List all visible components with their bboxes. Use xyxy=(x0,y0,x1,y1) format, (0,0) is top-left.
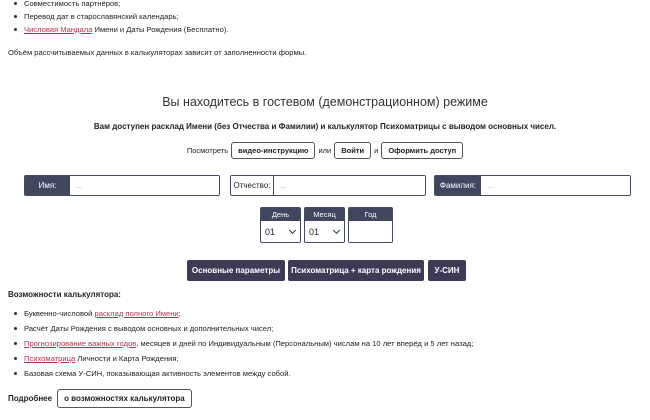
list-item xyxy=(8,23,628,36)
name-label: Имя: xyxy=(25,176,70,195)
list-item-text: ; xyxy=(178,309,181,318)
bullet-icon xyxy=(14,312,17,315)
bullet-icon xyxy=(14,327,17,330)
list-item-text: Совместимость партнёров; xyxy=(24,0,121,8)
psychomatrix-button[interactable]: Психоматрица + карта рождения xyxy=(288,260,424,281)
list-item xyxy=(8,10,628,23)
watch-label: Посмотреть xyxy=(186,146,229,155)
full-name-layout-link[interactable]: расклад полного Имени xyxy=(94,309,179,318)
bullet-icon xyxy=(14,15,17,18)
guest-mode-title: Вы находитесь в гостевом (демонстрационном) режиме xyxy=(162,95,488,109)
bullet-icon xyxy=(14,357,17,360)
usin-button[interactable]: У-СИН xyxy=(428,260,466,281)
day-select[interactable] xyxy=(261,221,300,243)
name-field xyxy=(24,175,220,196)
list-item xyxy=(8,336,638,351)
bullet-icon xyxy=(14,342,17,345)
more-label: Подробнее xyxy=(8,394,53,403)
patronymic-field xyxy=(230,175,426,196)
list-item xyxy=(8,321,638,336)
list-item xyxy=(8,306,638,321)
chevron-down-icon xyxy=(289,227,296,234)
list-item-text: Базовая схема У-СИН, показывающая активность элементов между собой. xyxy=(24,369,291,378)
list-item xyxy=(8,351,638,366)
list-item-text: Личности и Карта Рождения; xyxy=(75,354,179,363)
day-select-group xyxy=(260,207,301,243)
year-input-group xyxy=(348,207,393,243)
features-title: Возможности калькулятора: xyxy=(8,290,121,299)
day-label: День xyxy=(261,208,300,221)
year-label: Год xyxy=(349,208,392,221)
bullet-icon xyxy=(14,372,17,375)
bullet-icon xyxy=(14,2,17,5)
or-label: или xyxy=(318,146,332,155)
and-label: и xyxy=(374,146,379,155)
list-item-text: Буквенно-числовой xyxy=(24,309,95,318)
day-value: 01 xyxy=(265,227,276,237)
calculator-features-button[interactable]: о возможностях калькулятора xyxy=(57,389,192,408)
list-item-text: Расчёт Даты Рождения с выводом основных и дополнительных чисел; xyxy=(24,324,274,333)
more-info-row xyxy=(8,389,192,408)
surname-field xyxy=(434,175,631,196)
patronymic-label: Отчество: xyxy=(231,176,274,195)
features-list xyxy=(8,306,638,381)
numeric-mandala-link[interactable]: Числовая Мандала xyxy=(24,25,93,34)
login-button[interactable]: Войти xyxy=(334,142,371,159)
month-select[interactable] xyxy=(305,221,344,243)
get-access-button[interactable]: Оформить доступ xyxy=(381,142,463,159)
patronymic-input[interactable]: ... xyxy=(274,176,425,195)
list-item xyxy=(8,0,628,10)
month-select-group xyxy=(304,207,345,243)
list-item xyxy=(8,366,638,381)
name-input[interactable]: ... xyxy=(70,176,219,195)
guest-actions-row xyxy=(0,142,650,159)
basic-params-button[interactable]: Основные параметры xyxy=(187,260,285,281)
surname-input[interactable]: ... xyxy=(481,176,630,195)
bullet-icon xyxy=(14,28,17,31)
list-item-text: , месяцев и дней по Индивидуальным (Персональным) числам на 10 лет вперёд и 5 лет назад; xyxy=(136,339,474,348)
year-input[interactable] xyxy=(349,221,392,243)
chevron-down-icon xyxy=(333,227,340,234)
intro-text: Объём рассчитываемых данных в калькуляторах зависит от заполненности формы. xyxy=(8,48,307,57)
month-value: 01 xyxy=(309,227,320,237)
guest-mode-subtitle: Вам доступен расклад Имени (без Отчества и Фамилии) и калькулятор Психоматрицы с выводом основных чисел. xyxy=(93,122,557,131)
list-item-text: Имени и Даты Рождения (Бесплатно). xyxy=(92,25,229,34)
list-item-text: Перевод дат в старославянский календарь; xyxy=(24,12,179,21)
forecast-years-link[interactable]: Прогнозирование важных годов xyxy=(24,339,137,348)
psychomatrix-link[interactable]: Психоматрица xyxy=(24,354,76,363)
month-label: Месяц xyxy=(305,208,344,221)
video-instruction-button[interactable]: видео-инструкцию xyxy=(231,142,315,159)
top-feature-list xyxy=(8,0,628,36)
surname-label: Фамилия: xyxy=(435,176,481,195)
